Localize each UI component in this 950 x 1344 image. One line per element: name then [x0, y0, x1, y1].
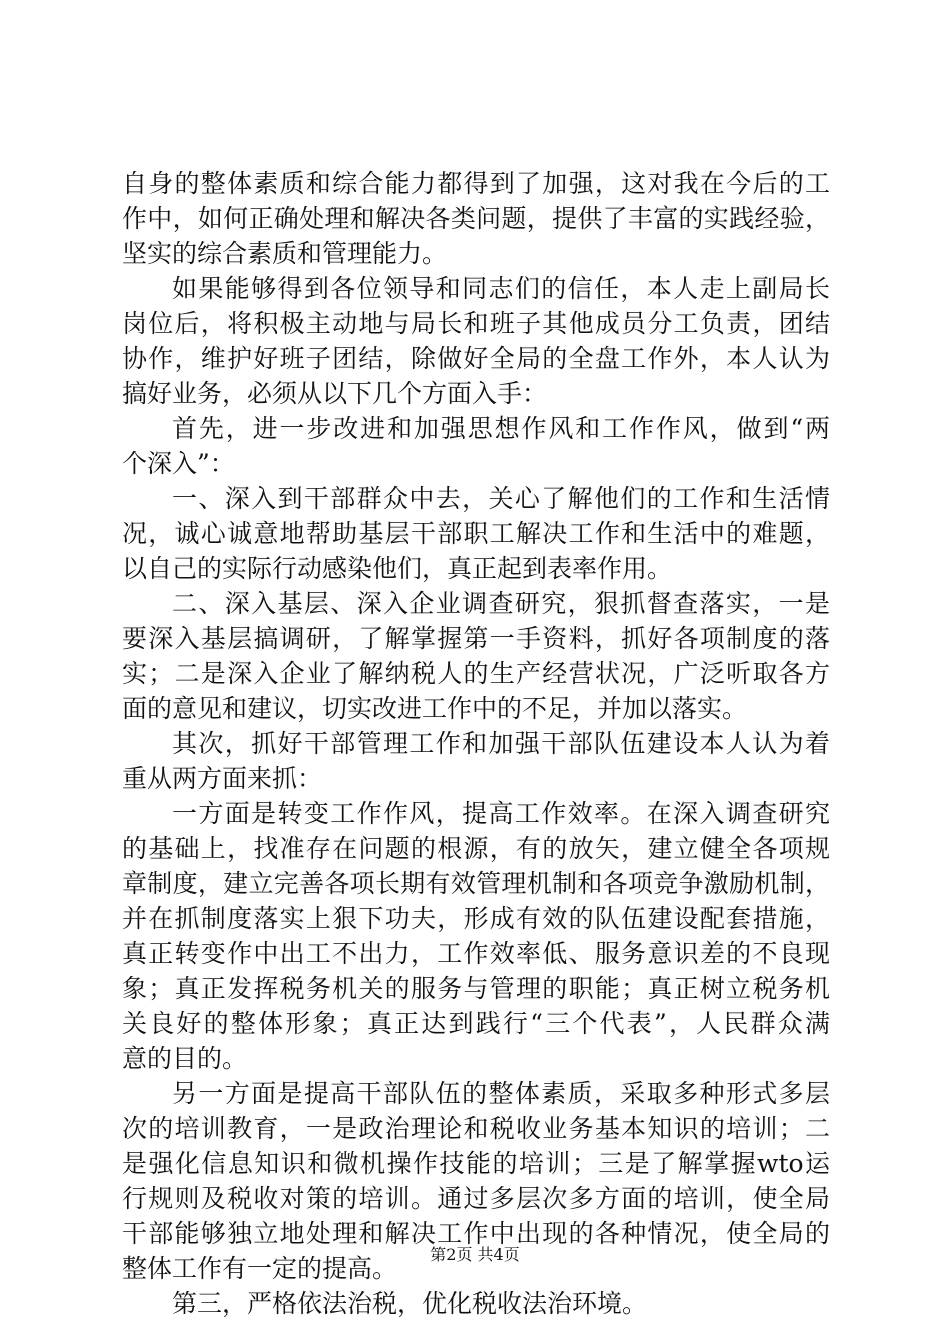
text-line: 意的目的。: [122, 1044, 248, 1073]
text-line: 章制度，建立完善各项长期有效管理机制和各项竞争激励机制，: [122, 869, 830, 898]
text-line: 象；真正发挥税务机关的服务与管理的职能；真正树立税务机: [122, 974, 830, 1003]
text-line: 关良好的整体形象；真正达到践行“三个代表”，人民群众满: [122, 1009, 830, 1038]
text-line: 重从两方面来抓：: [122, 764, 323, 793]
text-line: 是强化信息知识和微机操作技能的培训；三是了解掌握wto运: [122, 1149, 830, 1178]
text-line: 一、深入到干部群众中去，关心了解他们的工作和生活情: [172, 484, 830, 513]
text-line: 实；二是深入企业了解纳税人的生产经营状况，广泛听取各方: [122, 659, 830, 688]
text-line: 干部能够独立地处理和解决工作中出现的各种情况，使全局的: [122, 1219, 830, 1248]
text-line: 协作，维护好班子团结，除做好全局的全盘工作外，本人认为: [122, 344, 830, 373]
text-line: 次的培训教育，一是政治理论和税收业务基本知识的培训；二: [122, 1114, 830, 1143]
document-body: [122, 166, 830, 1321]
text-line: 并在抓制度落实上狠下功夫，形成有效的队伍建设配套措施，: [122, 904, 830, 933]
text-line: 况，诚心诚意地帮助基层干部职工解决工作和生活中的难题，: [122, 519, 830, 548]
text-line: 要深入基层搞调研，了解掌握第一手资料，抓好各项制度的落: [122, 624, 830, 653]
page-footer: 第2页 共4页: [430, 1245, 520, 1264]
text-line: 个深入”：: [122, 449, 235, 478]
text-line: 坚实的综合素质和管理能力。: [122, 239, 448, 268]
text-line: 真正转变作中出工不出力，工作效率低、服务意识差的不良现: [122, 939, 830, 968]
text-line: 二、深入基层、深入企业调查研究，狠抓督查落实，一是: [172, 589, 830, 618]
text-line: 作中，如何正确处理和解决各类问题，提供了丰富的实践经验，: [122, 204, 830, 233]
text-line: 搞好业务，必须从以下几个方面入手：: [122, 379, 548, 408]
text-line: 整体工作有一定的提高。: [122, 1254, 398, 1283]
text-line: 一方面是转变工作作风，提高工作效率。在深入调查研究: [172, 799, 830, 828]
text-line: 第三，严格依法治税，优化税收法治环境。: [172, 1289, 648, 1318]
text-line: 首先，进一步改进和加强思想作风和工作作风，做到“两: [172, 414, 830, 443]
text-line: 另一方面是提高干部队伍的整体素质，采取多种形式多层: [172, 1079, 830, 1108]
text-line: 的基础上，找准存在问题的根源，有的放矢，建立健全各项规: [122, 834, 830, 863]
text-line: 行规则及税收对策的培训。通过多层次多方面的培训，使全局: [122, 1184, 830, 1213]
text-line: 面的意见和建议，切实改进工作中的不足，并加以落实。: [122, 694, 748, 723]
text-line: 其次，抓好干部管理工作和加强干部队伍建设本人认为着: [172, 729, 830, 758]
text-line: 如果能够得到各位领导和同志们的信任，本人走上副局长: [172, 274, 830, 303]
text-line: 以自己的实际行动感染他们，真正起到表率作用。: [122, 554, 673, 583]
text-line: 自身的整体素质和综合能力都得到了加强，这对我在今后的工: [122, 169, 830, 198]
text-line: 岗位后，将积极主动地与局长和班子其他成员分工负责，团结: [122, 309, 830, 338]
